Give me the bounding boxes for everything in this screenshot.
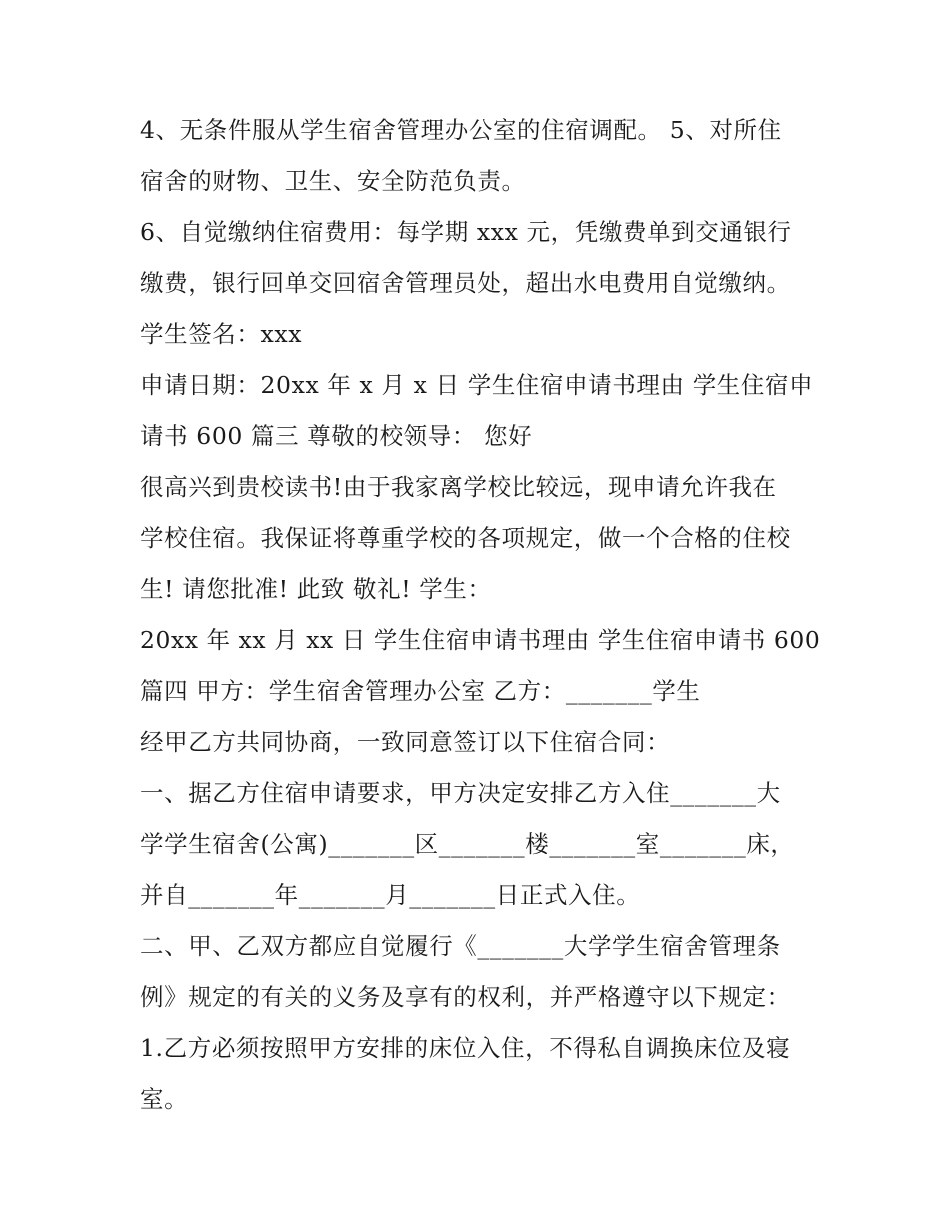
text-line: 1.乙方必须按照甲方安排的床位入住，不得私自调换床位及寝: [140, 1034, 791, 1062]
text-line: 篇四 甲方：学生宿舍管理办公室 乙方：_______学生: [140, 677, 701, 705]
text-line: 学校住宿。我保证将尊重学校的各项规定，做一个合格的住校: [140, 524, 791, 552]
text-line: 学学生宿舍(公寓)_______区_______楼_______室_______床，: [140, 830, 795, 858]
text-line: 二、甲、乙双方都应自觉履行《_______大学学生宿舍管理条: [140, 932, 781, 960]
text-line: 申请日期：20xx 年 x 月 x 日 学生住宿申请书理由 学生住宿申: [140, 371, 814, 399]
text-line: 很高兴到贵校读书!由于我家离学校比较远，现申请允许我在: [140, 473, 777, 501]
text-line: 缴费，银行回单交回宿舍管理员处，超出水电费用自觉缴纳。: [140, 269, 791, 297]
text-line: 经甲乙方共同协商，一致同意签订以下住宿合同：: [140, 728, 671, 756]
text-line: 请书 600 篇三 尊敬的校领导： 您好: [140, 422, 533, 450]
text-line: 室。: [140, 1085, 189, 1113]
text-line: 4、无条件服从学生宿舍管理办公室的住宿调配。 5、对所住: [140, 116, 782, 144]
text-line: 宿舍的财物、卫生、安全防范负责。: [140, 167, 526, 195]
text-line: 20xx 年 xx 月 xx 日 学生住宿申请书理由 学生住宿申请书 600: [140, 626, 821, 654]
text-line: 6、自觉缴纳住宿费用：每学期 xxx 元，凭缴费单到交通银行: [140, 218, 792, 246]
text-line: 并自_______年_______月_______日正式入住。: [140, 881, 641, 909]
text-line: 生! 请您批准! 此致 敬礼! 学生：: [140, 575, 492, 603]
text-line: 例》规定的有关的义务及享有的权利，并严格遵守以下规定：: [140, 983, 791, 1011]
text-line: 一、据乙方住宿申请要求，甲方决定安排乙方入住_______大: [140, 779, 781, 807]
text-line: 学生签名：xxx: [140, 320, 303, 348]
